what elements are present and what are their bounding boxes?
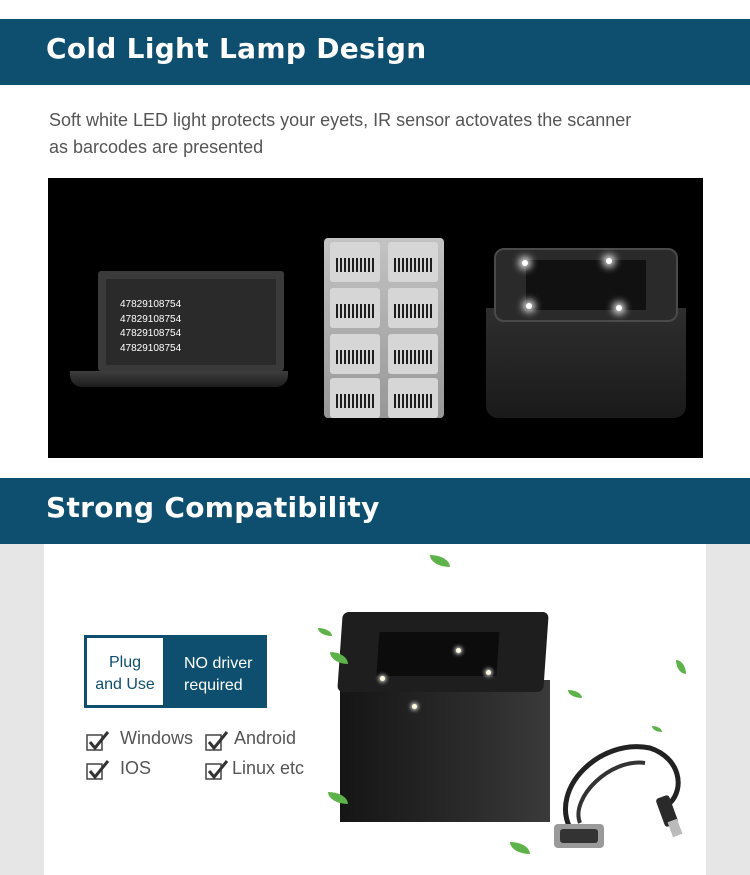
led-light-icon [616, 305, 622, 311]
side-panel-left [0, 544, 44, 875]
scanner-product-image [340, 612, 550, 822]
laptop-illustration [70, 271, 290, 401]
section-title: Cold Light Lamp Design [46, 32, 427, 65]
screen-code: 47829108754 [120, 314, 182, 325]
check-icon [205, 759, 229, 781]
os-item-linux: Linux etc [232, 758, 305, 778]
plug-and-use-badge: Plug and Use NO driver required [84, 635, 267, 708]
side-panel-right [706, 544, 750, 875]
screen-code: 47829108754 [120, 343, 182, 354]
screen-code: 47829108754 [120, 299, 182, 310]
led-light-icon [456, 648, 461, 653]
led-light-icon [606, 258, 612, 264]
laptop-base [70, 371, 288, 387]
led-light-icon [522, 260, 528, 266]
barcode-labels-illustration [324, 238, 444, 418]
check-icon [86, 759, 110, 781]
serial-cable-image [540, 728, 690, 868]
led-light-icon [412, 704, 417, 709]
led-light-icon [486, 670, 491, 675]
check-icon [86, 730, 110, 752]
cold-light-product-image [48, 178, 703, 458]
os-item-windows: Windows [120, 728, 194, 748]
cold-light-description: Soft white LED light protects your eyets, IR sensor actovates the scanner as barcodes are presented [49, 110, 632, 157]
led-light-icon [526, 303, 532, 309]
check-icon [205, 730, 229, 752]
laptop-screen [98, 271, 284, 371]
section-banner-cold-light [0, 19, 750, 85]
scanner-illustration [486, 248, 686, 418]
section-title: Strong Compatibility [46, 491, 380, 524]
led-light-icon [380, 676, 385, 681]
section-banner-compatibility [0, 478, 750, 544]
plug-and-use-label: Plug and Use [87, 638, 163, 705]
os-item-ios: IOS [120, 758, 152, 778]
os-item-android: Android [234, 728, 297, 748]
screen-code: 47829108754 [120, 328, 182, 339]
